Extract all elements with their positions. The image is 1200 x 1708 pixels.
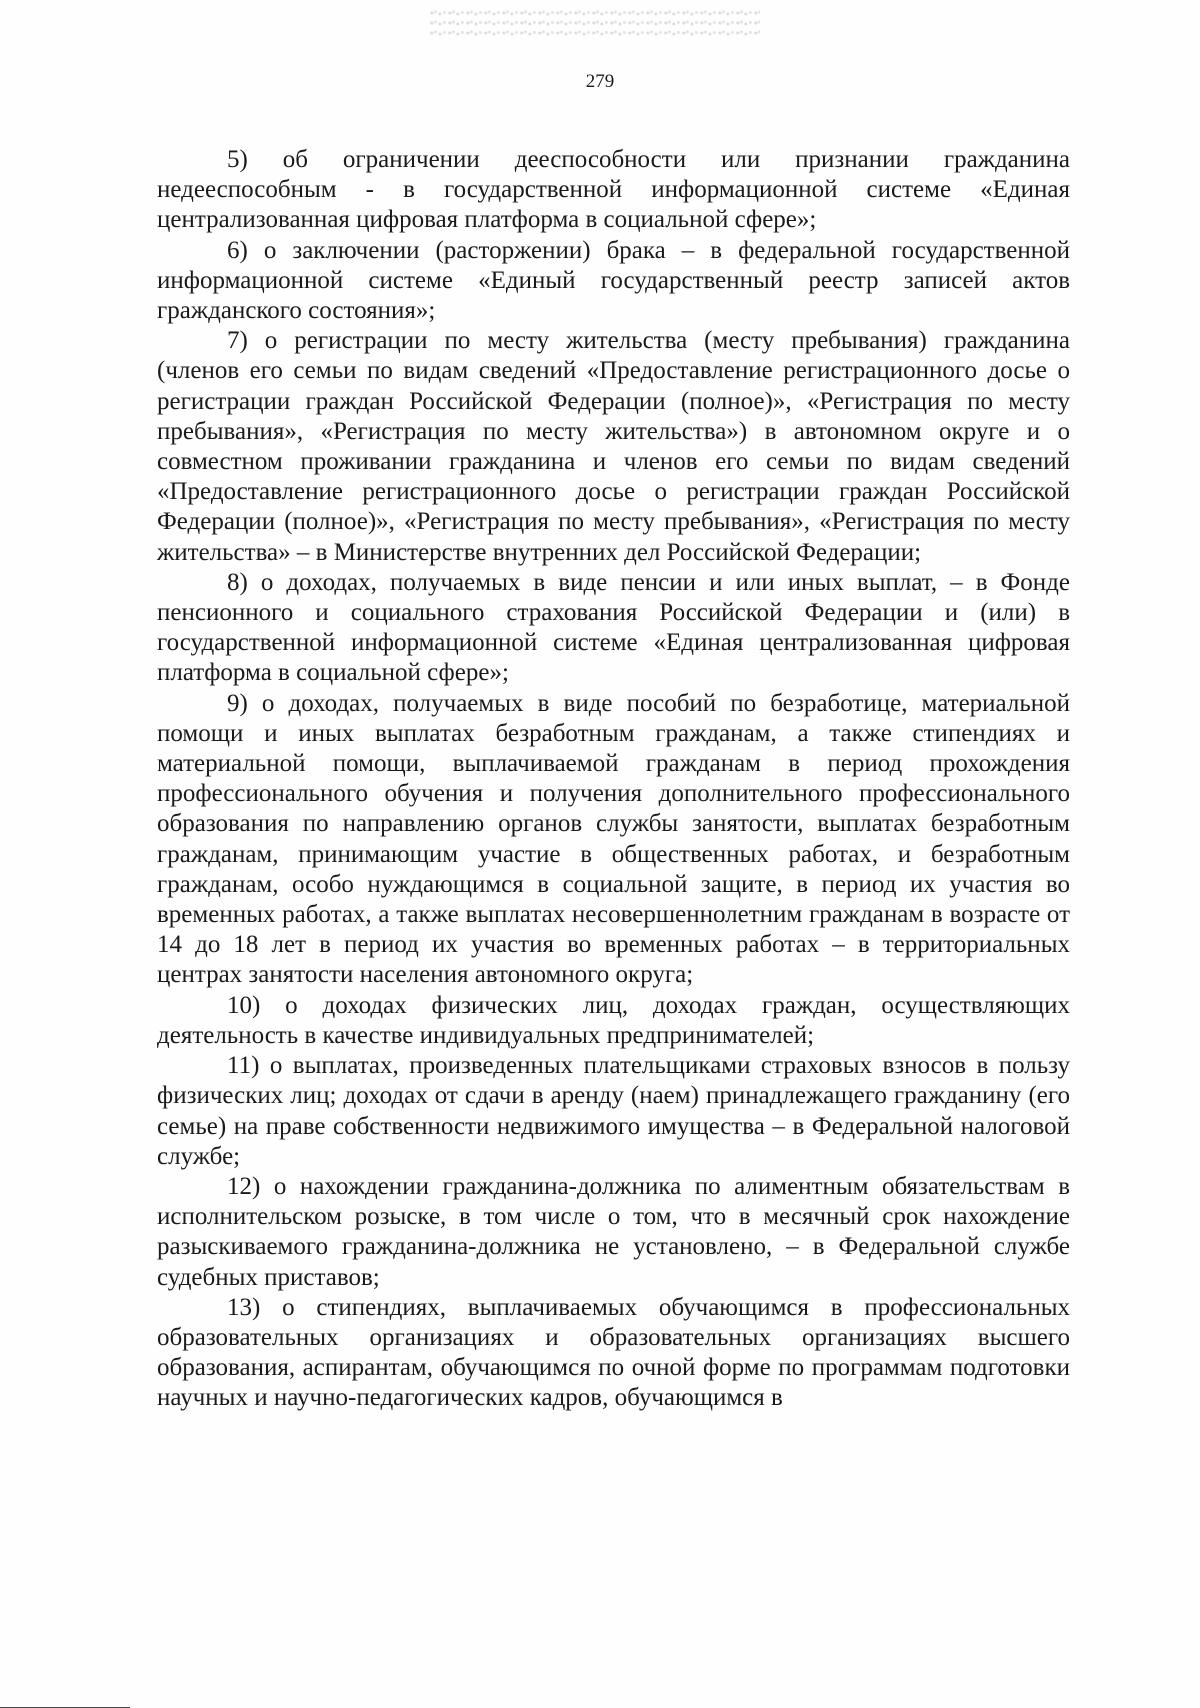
- paragraph-item-10: 10) о доходах физических лиц, доходах граждан, осуществляющих деятельность в качестве индивидуальных предпринимателей;: [157, 991, 1070, 1049]
- document-body: [157, 145, 1070, 1414]
- scan-artifact: [430, 8, 760, 38]
- paragraph-item-11: 11) о выплатах, произведенных плательщиками страховых взносов в пользу физических лиц; доходах от сдачи в аренду (наем) принадлежащего гражданину (его семье) на праве собственности недвижимого имущества – в Федеральной налоговой службе;: [157, 1052, 1070, 1170]
- paragraph-item-13: 13) о стипендиях, выплачиваемых обучающимся в профессиональных образовательных организациях и образовательных организациях высшего образования, аспирантам, обучающимся по очной форме по программам подготовки научных и научно-педагогических кадров, обучающимся в: [157, 1293, 1070, 1412]
- paragraph-item-7: 7) о регистрации по месту жительства (месту пребывания) гражданина (членов его семьи по видам сведений «Предоставление регистрационного досье о регистрации граждан Российской Федерации (полное)», «Регистрация по месту пребывания», «Регистрация по месту жительства») в автономном округе и о совместном проживании гражданина и членов его семьи по видам сведений «Предоставление регистрационного досье о регистрации граждан Российской Федерации (полное)», «Регистрация по месту пребывания», «Регистрация по месту жительства» – в Министерстве внутренних дел Российской Федерации;: [157, 327, 1070, 566]
- paragraph-item-6: 6) о заключении (расторжении) брака – в федеральной государственной информационной системе «Единый государственный реестр записей актов гражданского состояния»;: [157, 236, 1070, 325]
- paragraph-item-5: 5) об ограничении дееспособности или признании гражданина недееспособным - в государственной информационной системе «Единая централизованная цифровая платформа в социальной сфере»;: [157, 146, 1070, 234]
- page-number: 279: [585, 71, 615, 92]
- paragraph-item-8: 8) о доходах, получаемых в виде пенсии и или иных выплат, – в Фонде пенсионного и социального страхования Российской Федерации и (или) в государственной информационной системе «Единая централизованная цифровая платформа в социальной сфере»;: [157, 568, 1070, 687]
- paragraph-item-12: 12) о нахождении гражданина-должника по алиментным обязательствам в исполнительском розыске, в том числе о том, что в месячный срок нахождение разыскиваемого гражданина-должника не установлено, – в Федеральной службе судебных приставов;: [157, 1172, 1070, 1291]
- paragraph-item-9: 9) о доходах, получаемых в виде пособий по безработице, материальной помощи и иных выплатах безработным гражданам, а также стипендиях и материальной помощи, выплачиваемой гражданам в период прохождения профессионального обучения и получения дополнительного профессионального образования по направлению органов службы занятости, выплатах безработным гражданам, принимающим участие в общественных работах, и безработным гражданам, особо нуждающимся в социальной защите, в период их участия во временных работах, а также выплатах несовершеннолетним гражданам в возрасте от 14 до 18 лет в период их участия во временных работах – в территориальных центрах занятости населения автономного округа;: [157, 689, 1070, 989]
